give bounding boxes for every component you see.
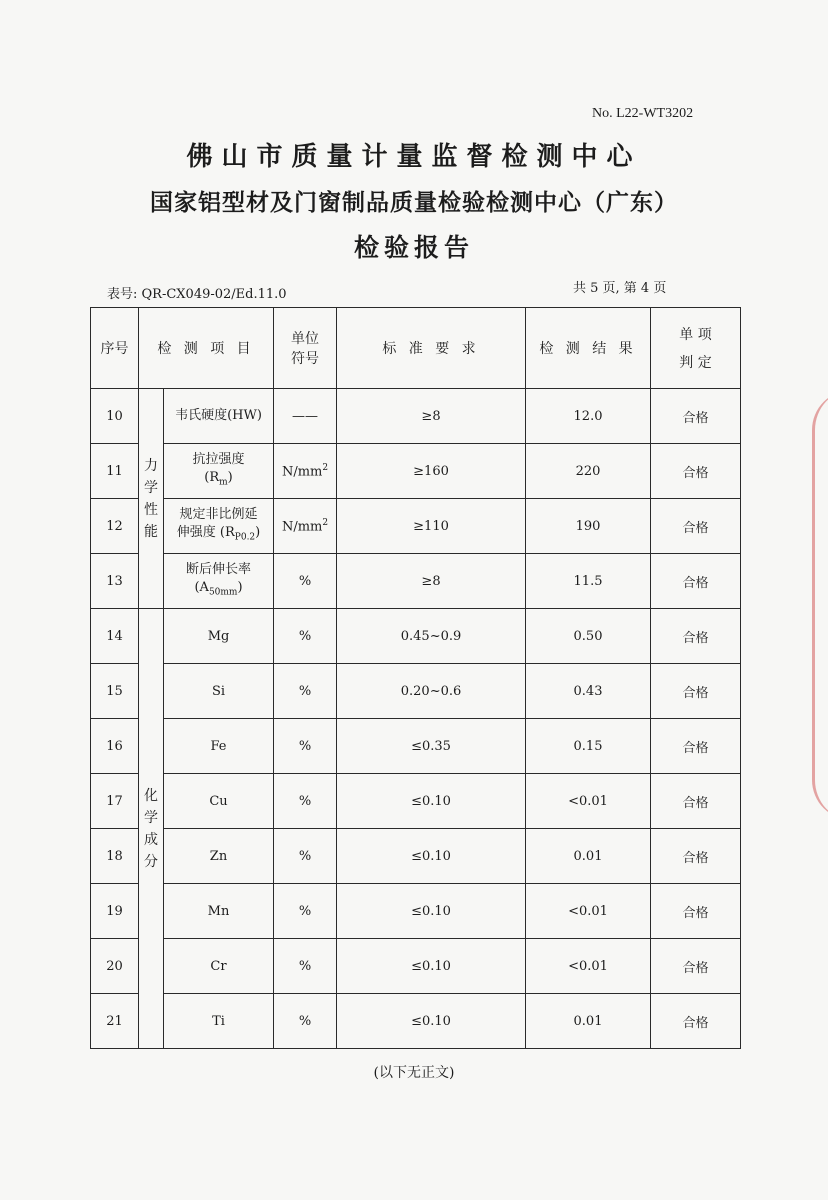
row-seq: 11 <box>91 444 139 499</box>
row-item: Cu <box>164 774 274 829</box>
row-judgement: 合格 <box>651 389 741 444</box>
inspection-table <box>90 307 741 1049</box>
row-standard: ≤0.10 <box>337 884 526 939</box>
report-title: 检验报告 <box>353 233 474 262</box>
row-standard: ≤0.35 <box>337 719 526 774</box>
header-judgement-line2: 判 定 <box>679 355 712 371</box>
row-seq: 18 <box>91 829 139 884</box>
row-unit: % <box>274 994 337 1049</box>
row-item: 抗拉强度 $(R_m)$ <box>164 444 274 499</box>
row-unit: % <box>274 939 337 994</box>
footer-note: (以下无正文) <box>373 1065 455 1081</box>
header-seq: 序号 <box>91 308 139 389</box>
table-row <box>91 664 741 719</box>
row-seq: 17 <box>91 774 139 829</box>
row-unit: % <box>274 554 337 609</box>
table-row <box>91 994 741 1049</box>
header-judgement-line1: 单 项 <box>679 327 712 343</box>
header-unit-line1: 单位 <box>291 331 320 347</box>
row-result: 0.01 <box>526 829 651 884</box>
table-header-row <box>91 308 741 389</box>
row-seq: 10 <box>91 389 139 444</box>
row-judgement: 合格 <box>651 994 741 1049</box>
row-seq: 12 <box>91 499 139 554</box>
row-result: 0.43 <box>526 664 651 719</box>
row-item: Mn <box>164 884 274 939</box>
row-judgement: 合格 <box>651 774 741 829</box>
row-item: Fe <box>164 719 274 774</box>
organization-line-2: 国家铝型材及门窗制品质量检验检测中心（广东） <box>150 189 678 216</box>
row-result: 0.01 <box>526 994 651 1049</box>
row-unit: % <box>274 884 337 939</box>
table-row <box>91 939 741 994</box>
row-seq: 20 <box>91 939 139 994</box>
red-seal-stamp <box>812 390 828 820</box>
table-row <box>91 829 741 884</box>
row-standard: ≤0.10 <box>337 939 526 994</box>
page-info: 共 5 页, 第 4 页 <box>573 281 667 296</box>
row-seq: 15 <box>91 664 139 719</box>
row-result: 0.50 <box>526 609 651 664</box>
row-unit: % <box>274 609 337 664</box>
header-unit <box>274 308 337 389</box>
row-result: <0.01 <box>526 939 651 994</box>
group-mechanical: 力 学 性 能 <box>139 389 164 609</box>
row-judgement: 合格 <box>651 829 741 884</box>
row-standard: 0.45~0.9 <box>337 609 526 664</box>
row-unit: % <box>274 829 337 884</box>
row-item: 断后伸长率 $(A_{50mm})$ <box>164 554 274 609</box>
row-result: <0.01 <box>526 884 651 939</box>
row-unit: $N/mm^2$ <box>274 499 337 554</box>
row-standard: ≤0.10 <box>337 829 526 884</box>
row-seq: 13 <box>91 554 139 609</box>
row-result: 0.15 <box>526 719 651 774</box>
table-row <box>91 554 741 609</box>
table-row <box>91 719 741 774</box>
row-seq: 19 <box>91 884 139 939</box>
header-item: 检 测 项 目 <box>139 308 274 389</box>
table-row <box>91 389 741 444</box>
table-row <box>91 499 741 554</box>
row-unit: % <box>274 664 337 719</box>
row-item: Ti <box>164 994 274 1049</box>
row-standard: ≥8 <box>337 389 526 444</box>
row-seq: 21 <box>91 994 139 1049</box>
row-seq: 14 <box>91 609 139 664</box>
row-standard: ≤0.10 <box>337 774 526 829</box>
table-row <box>91 884 741 939</box>
row-item: 韦氏硬度(HW) <box>164 389 274 444</box>
row-judgement: 合格 <box>651 554 741 609</box>
row-unit: % <box>274 719 337 774</box>
header-standard: 标 准 要 求 <box>337 308 526 389</box>
row-standard: 0.20~0.6 <box>337 664 526 719</box>
row-item: Cr <box>164 939 274 994</box>
row-result: 11.5 <box>526 554 651 609</box>
header-judgement <box>651 308 741 389</box>
row-result: 220 <box>526 444 651 499</box>
header-result: 检 测 结 果 <box>526 308 651 389</box>
row-unit: % <box>274 774 337 829</box>
row-standard: ≥160 <box>337 444 526 499</box>
form-number: 表号: QR-CX049-02/Ed.11.0 <box>107 287 287 302</box>
row-item: Zn <box>164 829 274 884</box>
header-unit-line2: 符号 <box>291 351 320 367</box>
organization-line-1: 佛山市质量计量监督检测中心 <box>186 142 642 172</box>
row-judgement: 合格 <box>651 664 741 719</box>
row-standard: ≥8 <box>337 554 526 609</box>
row-standard: ≥110 <box>337 499 526 554</box>
row-unit: $N/mm^2$ <box>274 444 337 499</box>
row-judgement: 合格 <box>651 444 741 499</box>
row-unit: —— <box>274 389 337 444</box>
table-row <box>91 774 741 829</box>
row-item: Mg <box>164 609 274 664</box>
table-row <box>91 609 741 664</box>
row-result: 12.0 <box>526 389 651 444</box>
row-seq: 16 <box>91 719 139 774</box>
row-judgement: 合格 <box>651 939 741 994</box>
group-chemical: 化 学 成 分 <box>139 609 164 1049</box>
row-item: Si <box>164 664 274 719</box>
row-result: 190 <box>526 499 651 554</box>
row-judgement: 合格 <box>651 499 741 554</box>
row-result: <0.01 <box>526 774 651 829</box>
report-number: No. L22-WT3202 <box>592 106 694 121</box>
table-row <box>91 444 741 499</box>
row-item: 规定非比例延 伸强度 $(R_{P0.2})$ <box>164 499 274 554</box>
row-judgement: 合格 <box>651 609 741 664</box>
row-judgement: 合格 <box>651 719 741 774</box>
row-judgement: 合格 <box>651 884 741 939</box>
row-standard: ≤0.10 <box>337 994 526 1049</box>
